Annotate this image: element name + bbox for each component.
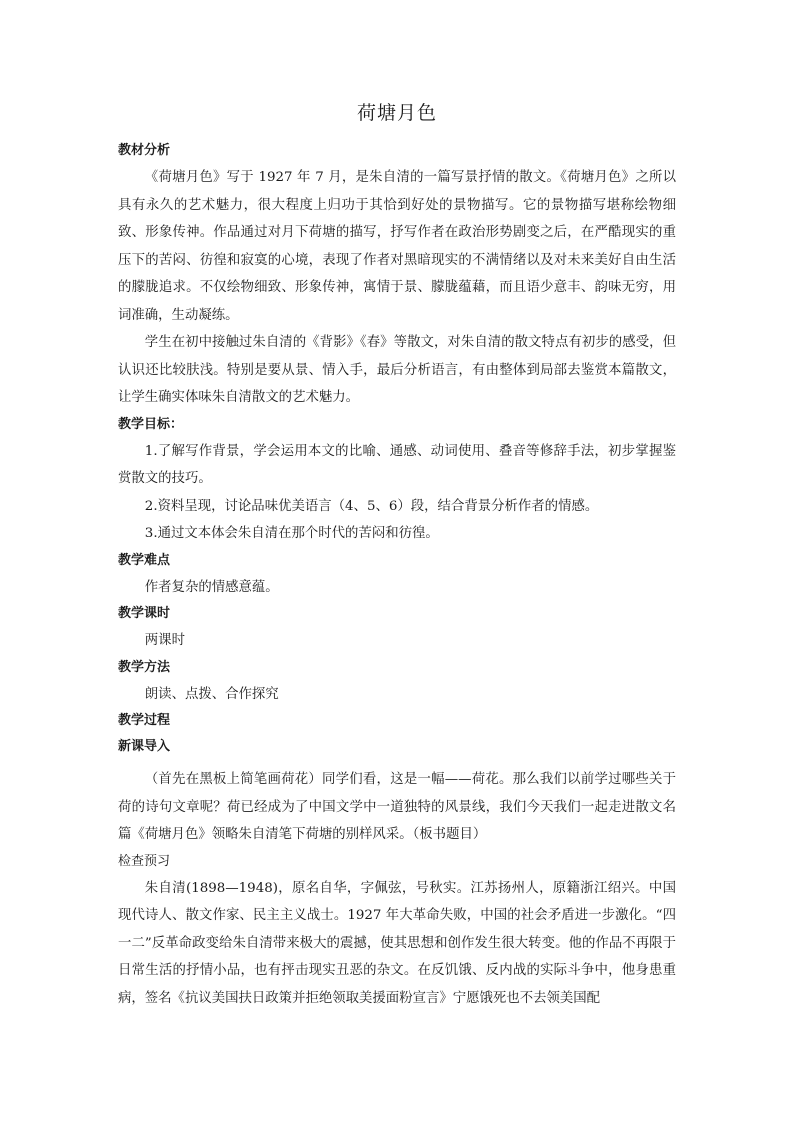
section-teaching-process	[118, 708, 676, 734]
paragraph: 《荷塘月色》写于 1927 年 7 月，是朱自清的一篇写景抒情的散文。《荷塘月色》之所以具有永久的艺术魅力，很大程度上归功于其恰到好处的景物描写。它的景物描写堪称绘物细致、形象传神。作品通过对月下荷塘的描写，抒写作者在政治形势剧变之后，在严酷现实的重压下的苦闷、彷徨和寂寞的心境，表现了作者对黑暗现实的不满情绪以及对未来美好自由生活的朦胧追求。不仅绘物细致、形象传神，寓情于景、朦胧蕴藉，而且语少意丰、韵味无穷，用词准确，生动凝练。	[118, 170, 676, 323]
section-heading: 教材分析	[118, 143, 171, 158]
paragraph: 学生在初中接触过朱自清的《背影》《春》等散文，对朱自清的散文特点有初步的感受，但认识还比较肤浅。特别是要从景、情入手，最后分析语言，有由整体到局部去鉴赏本篇散文，让学生确实体味朱自清散文的艺术魅力。	[118, 335, 676, 405]
goal-item: 1.了解写作背景，学会运用本文的比喻、通感、动词使用、叠音等修辞手法，初步掌握鉴赏散文的技巧。	[118, 443, 676, 486]
paragraph: 朗读、点拨、合作探究	[144, 686, 279, 702]
section-heading: 教学课时	[118, 606, 171, 621]
section-heading: 检查预习	[118, 853, 171, 869]
section-class-hours	[118, 601, 676, 655]
goal-item: 2.资料呈现，讨论品味优美语言（4、5、6）段，结合背景分析作者的情感。	[144, 498, 599, 514]
section-teaching-difficulty	[118, 548, 676, 602]
paragraph: 两课时	[144, 633, 185, 648]
section-heading: 教学过程	[118, 713, 171, 728]
section-material-analysis	[118, 138, 676, 412]
section-heading: 教学目标：	[118, 416, 184, 432]
section-heading: 教学难点	[118, 552, 171, 568]
section-preview-check	[118, 849, 676, 1013]
paragraph: 朱自清(1898—1948)，原名自华，字佩弦，号秋实。江苏扬州人，原籍浙江绍兴。中国现代诗人、散文作家、民主主义战士。1927 年大革命失败，中国的社会矛盾进一步激化。“四一二”反革命政变给朱自清带来极大的震撼，使其思想和创作发生很大转变。他的作品不再限于日常生活的抒情小品，也有抨击现实丑恶的杂文。在反饥饿、反内战的实际斗争中，他身患重病，签名《抗议美国扶日政策并拒绝领取美援面粉宣言》宁愿饿死也不去领美国配	[118, 880, 676, 1006]
section-teaching-goals	[118, 412, 676, 548]
goal-item: 3.通过文本体会朱自清在那个时代的苦闷和彷徨。	[144, 526, 439, 541]
section-heading: 教学方法	[118, 659, 171, 675]
section-teaching-method	[118, 655, 676, 709]
paragraph: （首先在黑板上简笔画荷花）同学们看，这是一幅——荷花。那么我们以前学过哪些关于荷的诗句文章呢？荷已经成为了中国文学中一道独特的风景线，我们今天我们一起走进散文名篇《荷塘月色》领略朱自清笔下荷塘的别样风采。（板书题目）	[118, 772, 676, 842]
section-introduction	[118, 734, 676, 849]
document-title: 荷塘月色	[356, 102, 437, 124]
section-heading: 新课导入	[118, 739, 171, 754]
paragraph: 作者复杂的情感意蕴。	[144, 579, 279, 595]
